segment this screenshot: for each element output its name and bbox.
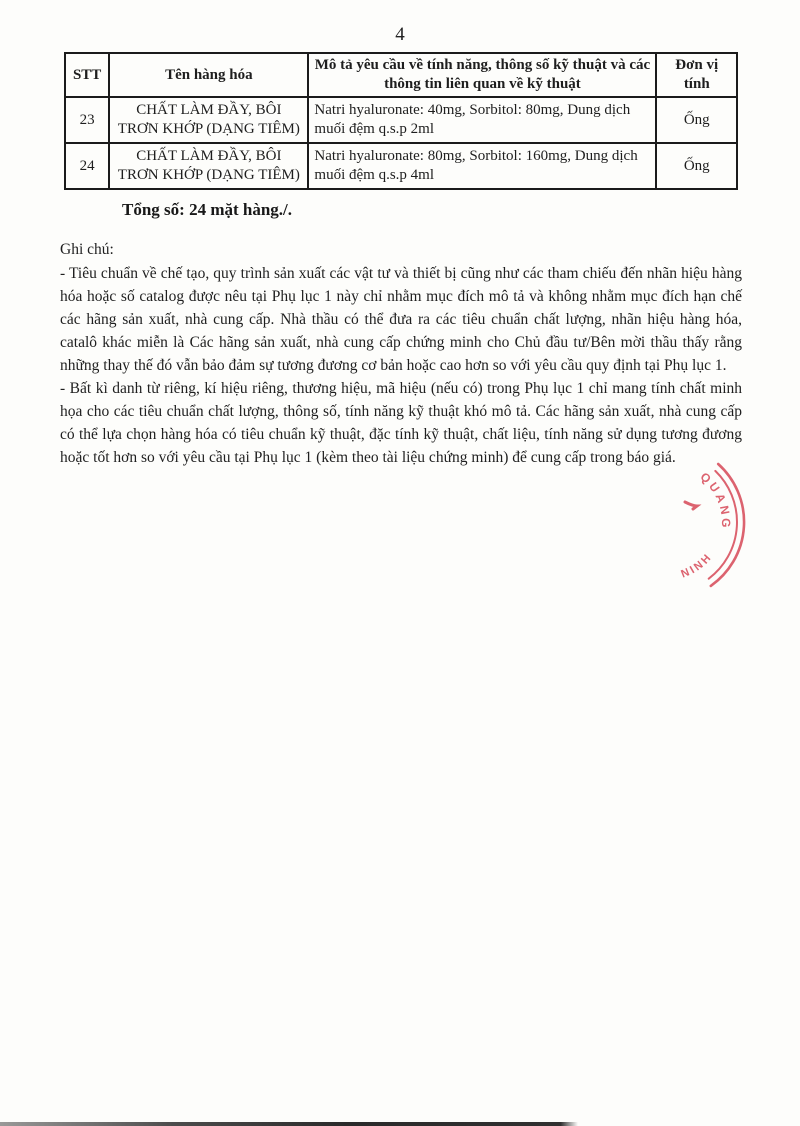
- red-stamp: [638, 436, 800, 616]
- row-unit: Ống: [656, 143, 737, 189]
- row-description: Natri hyaluronate: 40mg, Sorbitol: 80mg, Dung dịch muối đệm q.s.p 2ml: [308, 97, 656, 143]
- table-row: [65, 97, 737, 143]
- header-stt: STT: [65, 53, 109, 97]
- table-header-row: [65, 53, 737, 97]
- header-description: Mô tả yêu cầu về tính năng, thông số kỹ thuật và các thông tin liên quan về kỹ thuật: [308, 53, 656, 97]
- table-row: [65, 143, 737, 189]
- items-table: [64, 52, 738, 190]
- svg-text:NINH: [679, 551, 714, 581]
- svg-text:QUANG: [697, 470, 733, 531]
- header-name: Tên hàng hóa: [109, 53, 308, 97]
- total-line: Tổng số: 24 mặt hàng./.: [122, 200, 293, 219]
- stamp-text-bottom: NINH: [679, 550, 715, 581]
- stamp-mark: [685, 502, 697, 509]
- stamp-text-top: QUANG: [697, 469, 734, 531]
- notes-heading: Ghi chú:: [60, 241, 114, 258]
- row-name: CHẤT LÀM ĐẦY, BÔI TRƠN KHỚP (DẠNG TIÊM): [109, 97, 308, 143]
- header-unit: Đơn vị tính: [656, 53, 737, 97]
- row-stt: 24: [65, 143, 109, 189]
- row-description: Natri hyaluronate: 80mg, Sorbitol: 160mg, Dung dịch muối đệm q.s.p 4ml: [308, 143, 656, 189]
- row-unit: Ống: [656, 97, 737, 143]
- note-item: - Bất kì danh từ riêng, kí hiệu riêng, thương hiệu, mã hiệu (nếu có) trong Phụ lục 1 chỉ mang tính chất minh họa cho các tiêu chuẩn chất lượng, thông số, tính năng kỹ thuật khó mô tả. Các hãng sản xuất, nhà cung cấp có thể lựa chọn hàng hóa có tiêu chuẩn kỹ thuật, đặc tính kỹ thuật, chất liệu, tính năng sử dụng tương đương hoặc tốt hơn so với yêu cầu tại Phụ lục 1 (kèm theo tài liệu chứng minh) để cung cấp trong báo giá.: [60, 380, 742, 466]
- notes-section: [60, 238, 742, 469]
- note-item: - Tiêu chuẩn về chế tạo, quy trình sản xuất các vật tư và thiết bị cũng như các tham chiếu đến nhãn hiệu hàng hóa hoặc số catalog được nêu tại Phụ lục 1 này chỉ nhằm mục đích mô tả và không nhằm mục đích hạn chế các hãng sản xuất, nhà cung cấp. Nhà thầu có thể đưa ra các tiêu chuẩn chất lượng, nhãn hiệu hàng hóa, catalô khác miễn là Các hãng sản xuất, nhà cung cấp chứng minh cho Chủ đầu tư/Bên mời thầu thấy rằng những thay thế đó vẫn bảo đảm sự tương đương cơ bản hoặc cao hơn so với yêu cầu quy định tại Phụ lục 1.: [60, 265, 742, 374]
- page-number: 4: [395, 24, 405, 45]
- row-name: CHẤT LÀM ĐẦY, BÔI TRƠN KHỚP (DẠNG TIÊM): [109, 143, 308, 189]
- scan-edge-artifact: [0, 1122, 578, 1126]
- row-stt: 23: [65, 97, 109, 143]
